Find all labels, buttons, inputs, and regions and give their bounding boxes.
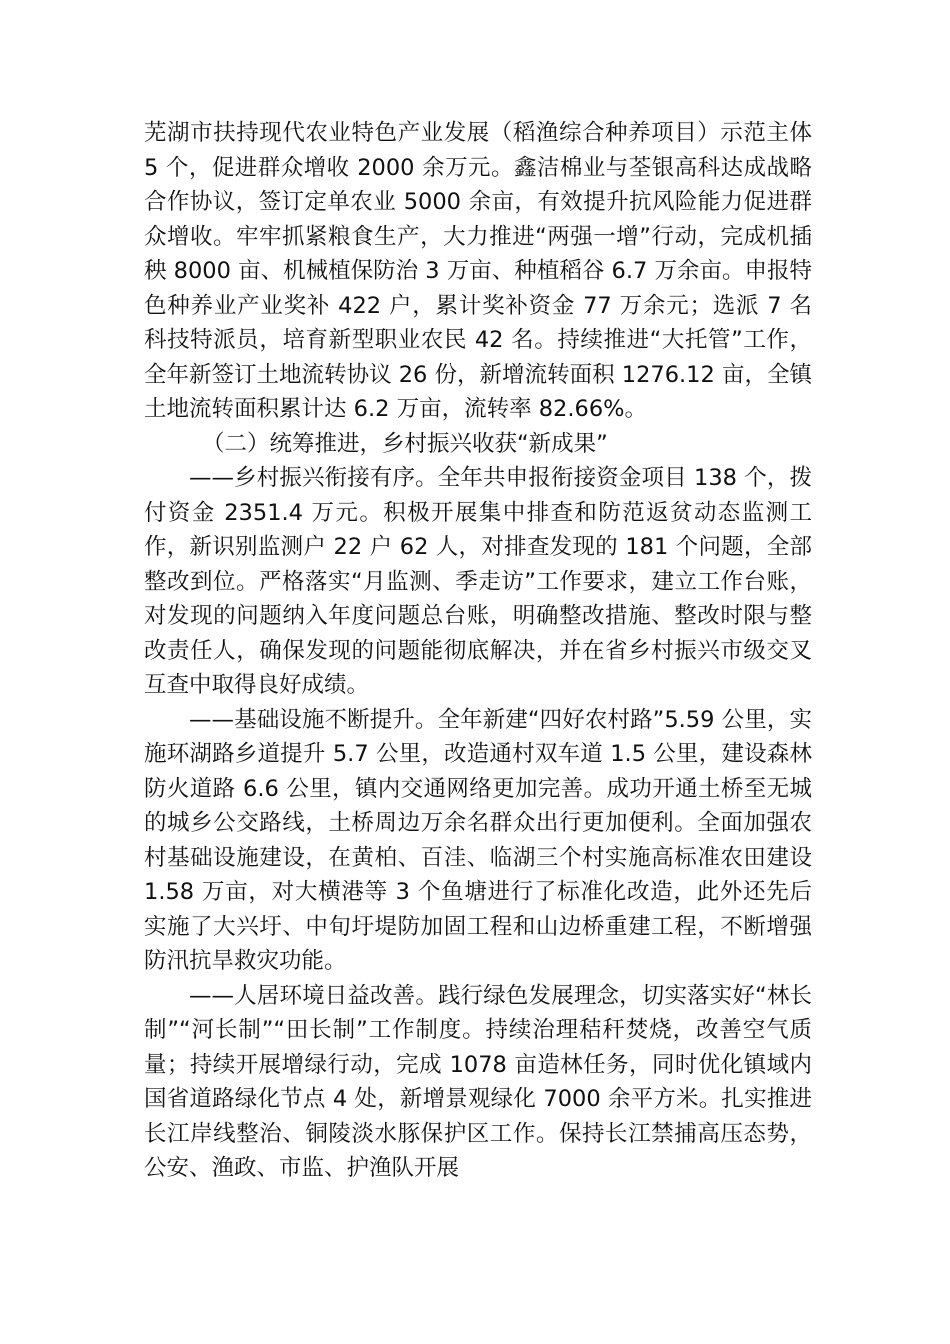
item-infrastructure: ——基础设施不断提升。全年新建“四好农村路”5.59 公里，实施环湖路乡道提升 5.7 公里，改造通村双车道 1.5 公里，建设森林防火道路 6.6 公里，镇内交通网络更加完善。成功开通土桥至无城的城乡公交路线，土桥周边万余名群众出行更加便利。全面加强农村基础设施建设，在黄柏、百洼、临湖三个村实施高标准农田建设 1.58 万亩，对大横港等 3 个鱼塘进行了标准化改造，此外还先后实施了大兴圩、中旬圩堤防加固工程和山边桥重建工程，不断增强防汛抗旱救灾功能。 bbox=[144, 706, 812, 974]
paragraph-agriculture: 芜湖市扶持现代农业特色产业发展（稻渔综合种养项目）示范主体 5 个，促进群众增收 2000 余万元。鑫洁棉业与荃银高科达成战略合作协议，签订定单农业 5000 余亩，有效提升抗风险能力促进群众增收。牢牢抓紧粮食生产，大力推进“两强一增”行动，完成机插秧 8000 亩、机械植保防治 3 万亩、种植稻谷 6.7 万余亩。申报特色种养业产业奖补 422 户，累计奖补资金 77 万余元；选派 7 名科技特派员，培育新型职业农民 42 名。持续推进“大托管”工作，全年新签订土地流转协议 26 份，新增流转面积 1276.12 亩，全镇土地流转面积累计达 6.2 万亩，流转率 82.66%。 bbox=[144, 120, 812, 422]
section-heading: （二）统筹推进，乡村振兴收获“新成果” bbox=[202, 430, 608, 457]
document-body bbox=[144, 116, 812, 1186]
item-living-environment: ——人居环境日益改善。践行绿色发展理念，切实落实好“林长制”“河长制”“田长制”工作制度。持续治理秸秆焚烧，改善空气质量；持续开展增绿行动，完成 1078 亩造林任务，同时优化镇域内国省道路绿化节点 4 处，新增景观绿化 7000 余平方米。扎实推进长江岸线整治、铜陵淡水豚保护区工作。保持长江禁捕高压态势，公安、渔政、市监、护渔队开展 bbox=[144, 982, 812, 1181]
item-rural-revitalization: ——乡村振兴衔接有序。全年共申报衔接资金项目 138 个，拨付资金 2351.4 万元。积极开展集中排查和防范返贫动态监测工作，新识别监测户 22 户 62 人，对排查发现的 181 个问题，全部整改到位。严格落实“月监测、季走访”工作要求，建立工作台账，对发现的问题纳入年度问题总台账，明确整改措施、整改时限与整改责任人，确保发现的问题能彻底解决，并在省乡村振兴市级交叉互查中取得良好成绩。 bbox=[144, 465, 812, 698]
